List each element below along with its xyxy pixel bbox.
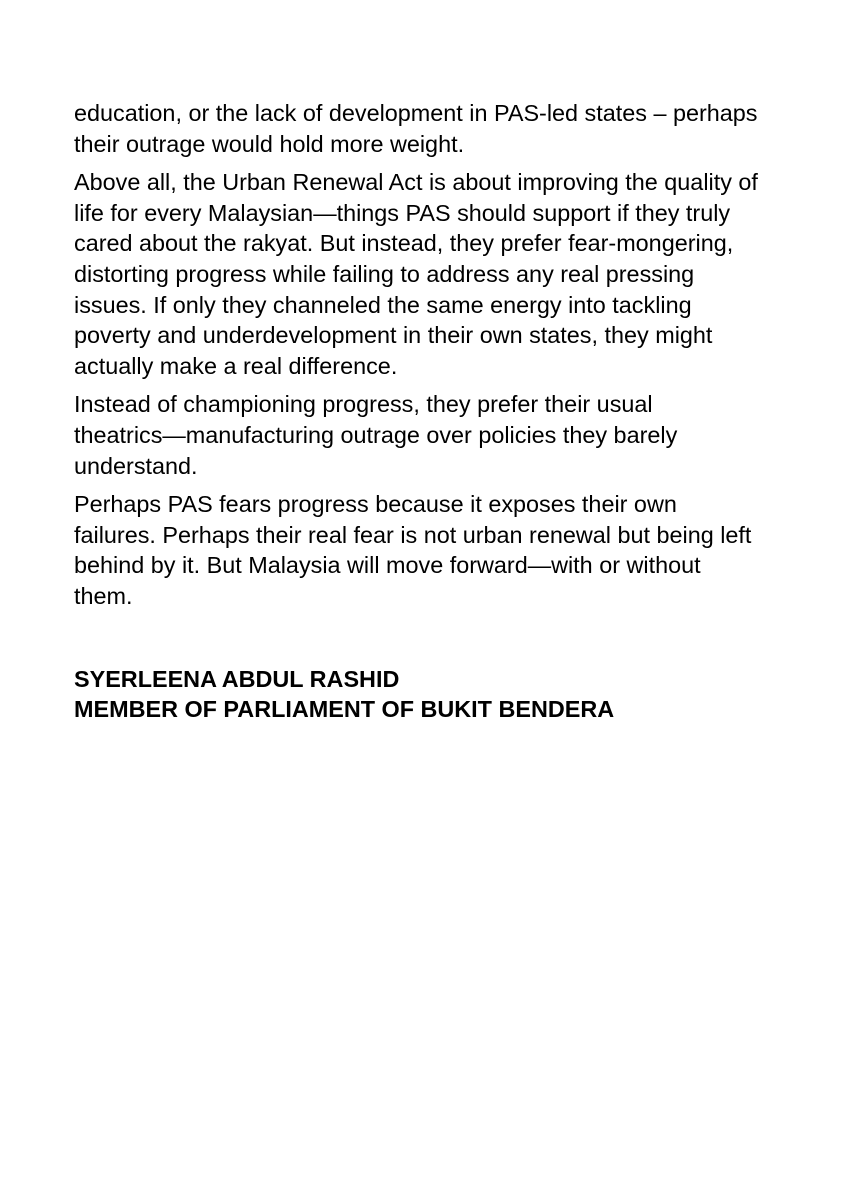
paragraph-line: education, or the lack of development in PAS-led states – perhaps <box>74 100 758 126</box>
paragraph-line: cared about the rakyat. But instead, they prefer fear-mongering, <box>74 230 734 257</box>
signatory-name: SYERLEENA ABDUL RASHID <box>74 665 400 692</box>
paragraph-line: them. <box>74 582 133 609</box>
paragraph-line: their outrage would hold more weight. <box>74 130 465 157</box>
signature-block <box>74 664 814 725</box>
paragraph-line: Instead of championing progress, they prefer their usual <box>74 391 653 418</box>
paragraph-line: distorting progress while failing to address any real pressing <box>74 260 695 287</box>
paragraph-2 <box>74 167 814 381</box>
paragraph-3 <box>74 389 814 481</box>
paragraph-line: actually make a real difference. <box>74 352 398 379</box>
paragraph-line: issues. If only they channeled the same energy into tackling <box>74 291 692 318</box>
paragraph-4 <box>74 489 814 611</box>
paragraph-line: behind by it. But Malaysia will move forward—with or without <box>74 552 701 579</box>
signatory-title: MEMBER OF PARLIAMENT OF BUKIT BENDERA <box>74 696 615 723</box>
document-body <box>74 98 814 725</box>
paragraph-line: understand. <box>74 452 198 479</box>
paragraph-line: Above all, the Urban Renewal Act is about improving the quality of <box>74 169 758 196</box>
paragraph-line: poverty and underdevelopment in their own states, they might <box>74 322 713 349</box>
paragraph-line: theatrics—manufacturing outrage over policies they barely <box>74 421 678 448</box>
paragraph-1 <box>74 98 814 159</box>
paragraph-line: failures. Perhaps their real fear is not urban renewal but being left <box>74 521 752 548</box>
paragraph-line: Perhaps PAS fears progress because it exposes their own <box>74 491 677 518</box>
paragraph-line: life for every Malaysian—things PAS should support if they truly <box>74 199 731 226</box>
